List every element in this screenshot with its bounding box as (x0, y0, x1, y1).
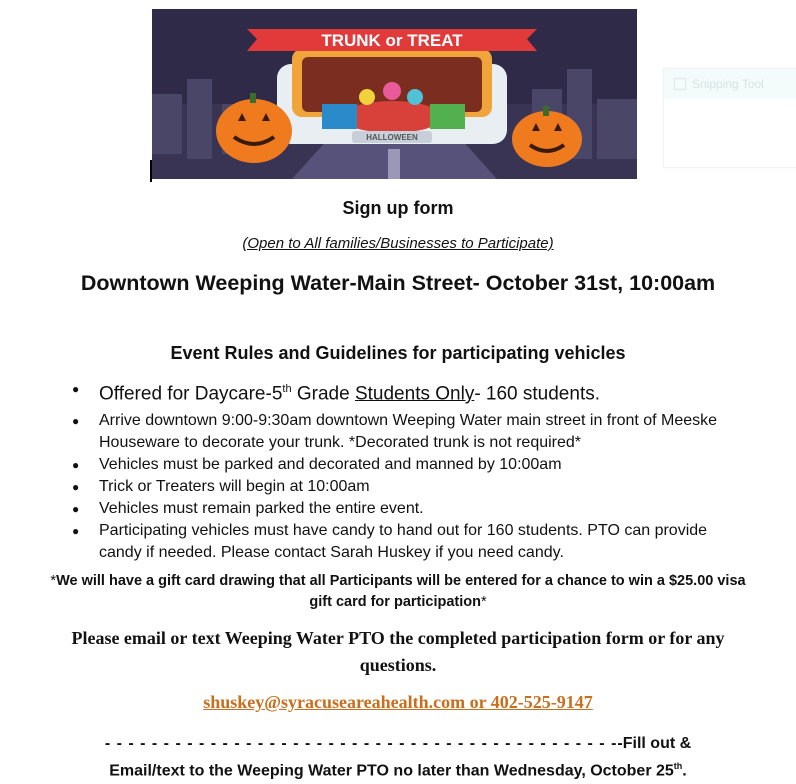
text-cursor (150, 160, 152, 182)
rule-item: ● Trick or Treaters will begin at 10:00am (72, 476, 752, 498)
contact-link[interactable]: shuskey@syracuseareahealth.com or 402-525-9147 (203, 692, 593, 712)
rule-item: ● Arrive downtown 9:00-9:30am downtown Weeping Water main street in front of Meeske Houseware to decorate your trunk. *Decorated trunk is not required* (72, 410, 752, 454)
plate-text: HALLOWEEN (366, 133, 418, 142)
banner-sign-text: TRUNK or TREAT (321, 31, 463, 50)
snipping-tool-title: Snipping Tool (692, 77, 764, 91)
scissors-icon (674, 78, 686, 90)
rules-list (72, 376, 752, 564)
snipping-tool-window[interactable] (663, 68, 796, 168)
trunk-or-treat-banner (152, 9, 637, 179)
snipping-tool-titlebar[interactable] (664, 69, 796, 99)
gift-card-note: *We will have a gift card drawing that all Participants will be entered for a chance to win a $25.00 visa gift card for participation* (50, 573, 746, 610)
rule-item: ● Vehicles must be parked and decorated and manned by 10:00am (72, 454, 752, 476)
deadline-note: - - - - - - - - - - - - - - - - - - - - - - - - - - - - - - - - - - - - - - - - - - - --Fill out & Email/text to the Weeping Water PTO no later than Wednesday, October 25th. (104, 735, 692, 780)
email-instructions: Please email or text Weeping Water PTO the completed participation form or for any questions. (71, 628, 725, 675)
rule-item: ● Offered for Daycare-5th Grade Students Only- 160 students. (72, 376, 752, 407)
rule-item: ● Participating vehicles must have candy to hand out for 160 students. PTO can provide candy if needed. Please contact Sarah Huskey if you need candy. (72, 520, 752, 564)
form-subheading: (Open to All families/Businesses to Participate) (242, 235, 554, 252)
rule-item: ● Vehicles must remain parked the entire event. (72, 498, 752, 520)
rules-heading: Event Rules and Guidelines for participating vehicles (170, 343, 626, 363)
form-heading: Sign up form (342, 198, 454, 218)
event-title: Downtown Weeping Water-Main Street- October 31st, 10:00am (80, 271, 716, 295)
